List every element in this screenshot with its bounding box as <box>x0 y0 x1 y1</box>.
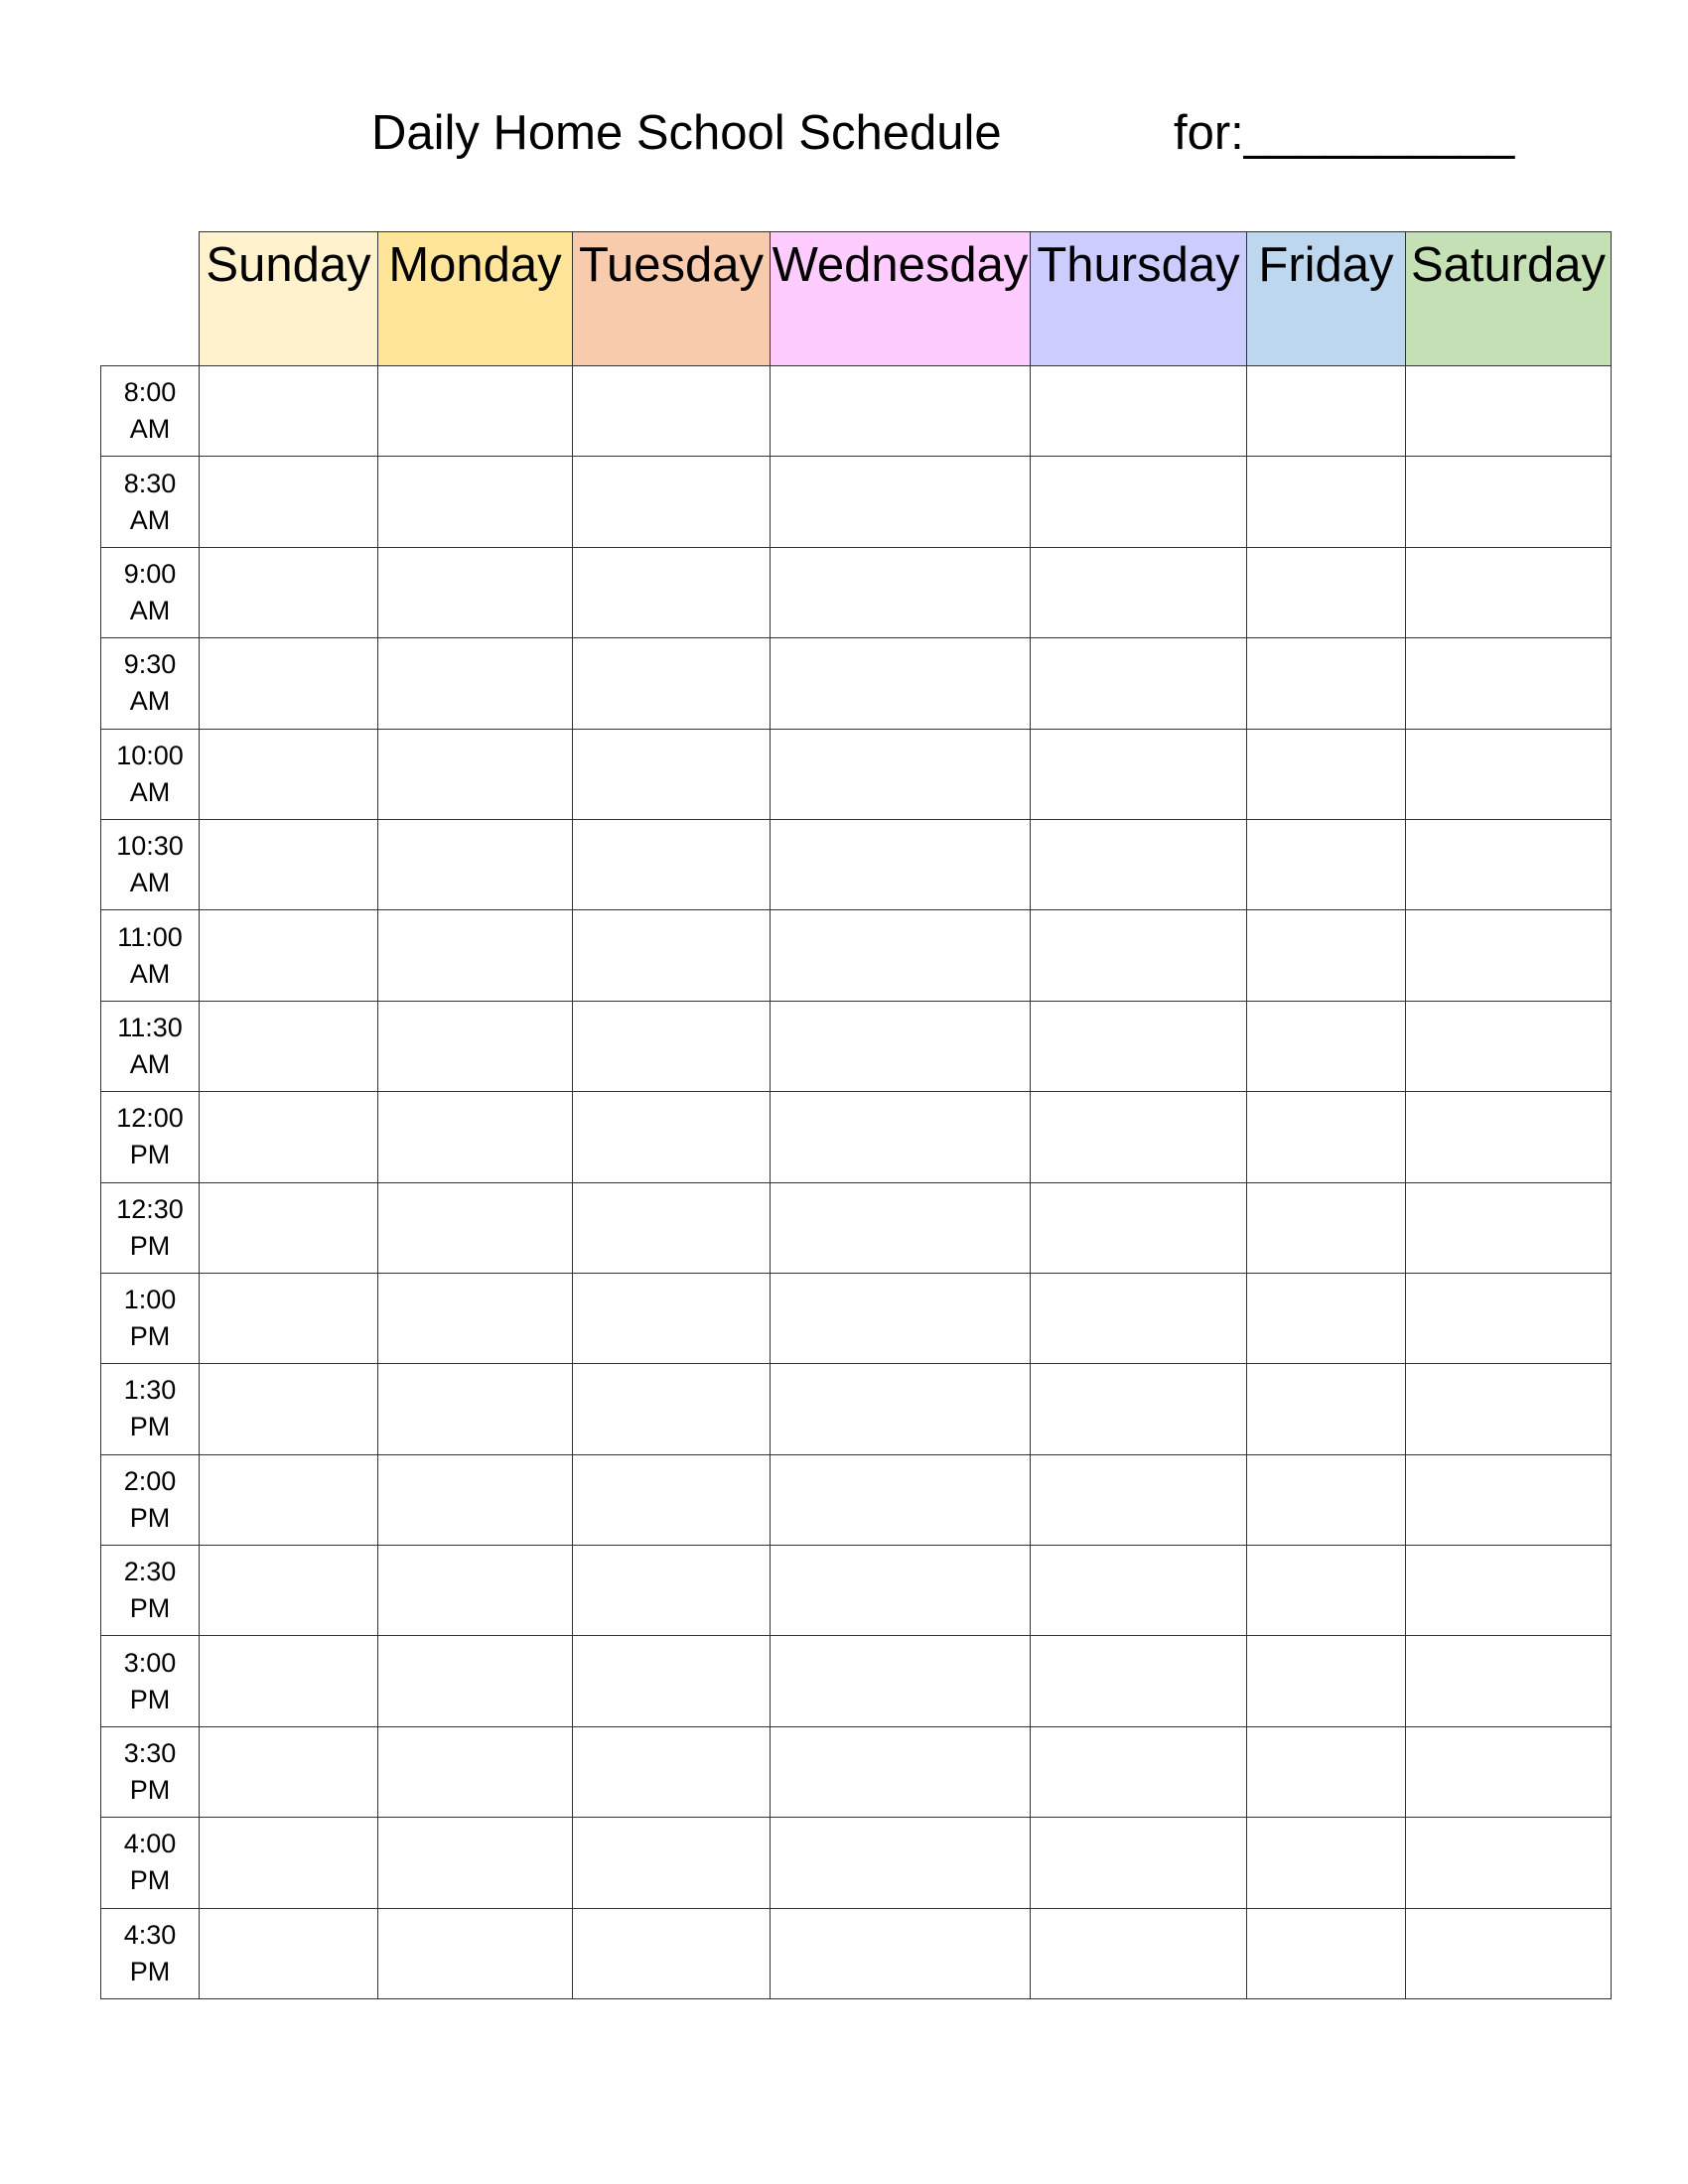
student-name-line: for:__________ <box>1174 106 1515 160</box>
day-header-wednesday: Wednesday <box>771 232 1031 366</box>
schedule-cell-tuesday[interactable] <box>573 1182 771 1273</box>
schedule-table <box>100 231 1612 1999</box>
time-label: 1:00 PM <box>101 1273 200 1363</box>
schedule-cell-friday[interactable] <box>1247 457 1406 547</box>
schedule-cell-thursday[interactable] <box>1031 729 1247 819</box>
time-label: 12:30 PM <box>101 1182 200 1273</box>
schedule-cell-friday[interactable] <box>1247 1364 1406 1454</box>
time-row <box>101 1001 1612 1091</box>
schedule-cell-saturday[interactable] <box>1406 1273 1612 1363</box>
schedule-cell-sunday[interactable] <box>200 910 378 1001</box>
schedule-cell-saturday[interactable] <box>1406 819 1612 909</box>
time-row <box>101 1364 1612 1454</box>
schedule-body <box>101 366 1612 1999</box>
schedule-cell-thursday[interactable] <box>1031 1364 1247 1454</box>
day-header-saturday: Saturday <box>1406 232 1612 366</box>
time-row <box>101 1726 1612 1817</box>
page-title: Daily Home School Schedule <box>371 106 1002 160</box>
time-label: 2:30 PM <box>101 1546 200 1636</box>
time-row <box>101 1454 1612 1545</box>
schedule-cell-tuesday[interactable] <box>573 457 771 547</box>
schedule-cell-thursday[interactable] <box>1031 457 1247 547</box>
schedule-cell-friday[interactable] <box>1247 1818 1406 1908</box>
schedule-cell-monday[interactable] <box>378 1364 573 1454</box>
time-row <box>101 366 1612 457</box>
schedule-cell-wednesday[interactable] <box>771 1818 1031 1908</box>
schedule-cell-tuesday[interactable] <box>573 1364 771 1454</box>
schedule-cell-sunday[interactable] <box>200 1546 378 1636</box>
schedule-cell-monday[interactable] <box>378 1636 573 1726</box>
schedule-cell-friday[interactable] <box>1247 910 1406 1001</box>
time-label: 12:00 PM <box>101 1092 200 1182</box>
schedule-cell-tuesday[interactable] <box>573 1273 771 1363</box>
schedule-cell-monday[interactable] <box>378 1182 573 1273</box>
schedule-cell-sunday[interactable] <box>200 547 378 637</box>
time-label: 4:30 PM <box>101 1908 200 1998</box>
schedule-cell-friday[interactable] <box>1247 638 1406 729</box>
schedule-cell-saturday[interactable] <box>1406 1454 1612 1545</box>
schedule-cell-monday[interactable] <box>378 366 573 457</box>
schedule-cell-sunday[interactable] <box>200 1273 378 1363</box>
schedule-cell-friday[interactable] <box>1247 729 1406 819</box>
schedule-cell-thursday[interactable] <box>1031 1908 1247 1998</box>
schedule-cell-sunday[interactable] <box>200 1364 378 1454</box>
time-label: 11:00 AM <box>101 910 200 1001</box>
schedule-cell-monday[interactable] <box>378 1273 573 1363</box>
schedule-cell-saturday[interactable] <box>1406 1546 1612 1636</box>
schedule-cell-wednesday[interactable] <box>771 1636 1031 1726</box>
schedule-cell-wednesday[interactable] <box>771 729 1031 819</box>
schedule-cell-saturday[interactable] <box>1406 547 1612 637</box>
schedule-cell-monday[interactable] <box>378 1908 573 1998</box>
schedule-cell-monday[interactable] <box>378 547 573 637</box>
schedule-cell-wednesday[interactable] <box>771 638 1031 729</box>
schedule-cell-tuesday[interactable] <box>573 729 771 819</box>
schedule-cell-monday[interactable] <box>378 1001 573 1091</box>
schedule-cell-sunday[interactable] <box>200 1908 378 1998</box>
schedule-cell-tuesday[interactable] <box>573 1092 771 1182</box>
schedule-cell-friday[interactable] <box>1247 1546 1406 1636</box>
schedule-cell-friday[interactable] <box>1247 1908 1406 1998</box>
time-row <box>101 819 1612 909</box>
schedule-cell-friday[interactable] <box>1247 1182 1406 1273</box>
schedule-cell-monday[interactable] <box>378 1454 573 1545</box>
time-row <box>101 1636 1612 1726</box>
schedule-cell-wednesday[interactable] <box>771 457 1031 547</box>
time-label: 4:00 PM <box>101 1818 200 1908</box>
schedule-cell-saturday[interactable] <box>1406 1908 1612 1998</box>
schedule-cell-wednesday[interactable] <box>771 1364 1031 1454</box>
schedule-cell-wednesday[interactable] <box>771 1908 1031 1998</box>
schedule-cell-thursday[interactable] <box>1031 1726 1247 1817</box>
schedule-cell-monday[interactable] <box>378 910 573 1001</box>
schedule-cell-tuesday[interactable] <box>573 547 771 637</box>
schedule-cell-friday[interactable] <box>1247 819 1406 909</box>
schedule-cell-wednesday[interactable] <box>771 1182 1031 1273</box>
day-header-thursday: Thursday <box>1031 232 1247 366</box>
schedule-cell-thursday[interactable] <box>1031 1273 1247 1363</box>
schedule-cell-sunday[interactable] <box>200 1636 378 1726</box>
schedule-cell-thursday[interactable] <box>1031 910 1247 1001</box>
day-header-tuesday: Tuesday <box>573 232 771 366</box>
day-header-row <box>101 232 1612 366</box>
schedule-cell-tuesday[interactable] <box>573 910 771 1001</box>
schedule-cell-saturday[interactable] <box>1406 1001 1612 1091</box>
schedule-cell-tuesday[interactable] <box>573 1636 771 1726</box>
schedule-cell-wednesday[interactable] <box>771 819 1031 909</box>
time-label: 9:00 AM <box>101 547 200 637</box>
schedule-cell-tuesday[interactable] <box>573 1726 771 1817</box>
time-label: 9:30 AM <box>101 638 200 729</box>
schedule-cell-sunday[interactable] <box>200 1726 378 1817</box>
time-label: 2:00 PM <box>101 1454 200 1545</box>
schedule-cell-thursday[interactable] <box>1031 1001 1247 1091</box>
schedule-cell-wednesday[interactable] <box>771 1001 1031 1091</box>
schedule-cell-sunday[interactable] <box>200 819 378 909</box>
corner-cell <box>101 232 200 366</box>
schedule-cell-thursday[interactable] <box>1031 547 1247 637</box>
schedule-cell-friday[interactable] <box>1247 1454 1406 1545</box>
schedule-cell-saturday[interactable] <box>1406 910 1612 1001</box>
time-row <box>101 1908 1612 1998</box>
schedule-cell-monday[interactable] <box>378 819 573 909</box>
schedule-cell-tuesday[interactable] <box>573 1546 771 1636</box>
time-row <box>101 1092 1612 1182</box>
schedule-cell-monday[interactable] <box>378 1546 573 1636</box>
schedule-cell-thursday[interactable] <box>1031 1636 1247 1726</box>
schedule-cell-tuesday[interactable] <box>573 1908 771 1998</box>
time-label: 3:00 PM <box>101 1636 200 1726</box>
schedule-cell-monday[interactable] <box>378 1818 573 1908</box>
schedule-cell-thursday[interactable] <box>1031 819 1247 909</box>
schedule-cell-thursday[interactable] <box>1031 1182 1247 1273</box>
time-row <box>101 729 1612 819</box>
time-label: 10:00 AM <box>101 729 200 819</box>
day-header-monday: Monday <box>378 232 573 366</box>
schedule-cell-saturday[interactable] <box>1406 366 1612 457</box>
schedule-cell-saturday[interactable] <box>1406 1726 1612 1817</box>
schedule-cell-saturday[interactable] <box>1406 1092 1612 1182</box>
schedule-cell-thursday[interactable] <box>1031 366 1247 457</box>
day-header-sunday: Sunday <box>200 232 378 366</box>
schedule-cell-tuesday[interactable] <box>573 1818 771 1908</box>
time-label: 11:30 AM <box>101 1001 200 1091</box>
schedule-cell-sunday[interactable] <box>200 729 378 819</box>
schedule-cell-saturday[interactable] <box>1406 638 1612 729</box>
schedule-cell-wednesday[interactable] <box>771 1546 1031 1636</box>
time-label: 10:30 AM <box>101 819 200 909</box>
time-row <box>101 1273 1612 1363</box>
schedule-cell-thursday[interactable] <box>1031 1818 1247 1908</box>
schedule-cell-thursday[interactable] <box>1031 638 1247 729</box>
time-row <box>101 1818 1612 1908</box>
schedule-cell-wednesday[interactable] <box>771 547 1031 637</box>
time-label: 3:30 PM <box>101 1726 200 1817</box>
schedule-cell-thursday[interactable] <box>1031 1454 1247 1545</box>
time-row <box>101 1546 1612 1636</box>
schedule-cell-saturday[interactable] <box>1406 1364 1612 1454</box>
day-header-friday: Friday <box>1247 232 1406 366</box>
schedule-cell-friday[interactable] <box>1247 366 1406 457</box>
schedule-cell-sunday[interactable] <box>200 366 378 457</box>
schedule-cell-tuesday[interactable] <box>573 1001 771 1091</box>
schedule-cell-sunday[interactable] <box>200 1182 378 1273</box>
schedule-cell-friday[interactable] <box>1247 1001 1406 1091</box>
schedule-cell-monday[interactable] <box>378 1726 573 1817</box>
schedule-cell-sunday[interactable] <box>200 638 378 729</box>
schedule-cell-wednesday[interactable] <box>771 1092 1031 1182</box>
schedule-cell-tuesday[interactable] <box>573 819 771 909</box>
time-row <box>101 638 1612 729</box>
schedule-cell-sunday[interactable] <box>200 457 378 547</box>
schedule-cell-monday[interactable] <box>378 1092 573 1182</box>
schedule-cell-wednesday[interactable] <box>771 1454 1031 1545</box>
time-label: 8:00 AM <box>101 366 200 457</box>
schedule-cell-saturday[interactable] <box>1406 1636 1612 1726</box>
schedule-cell-wednesday[interactable] <box>771 1726 1031 1817</box>
schedule-cell-wednesday[interactable] <box>771 910 1031 1001</box>
time-row <box>101 1182 1612 1273</box>
schedule-cell-thursday[interactable] <box>1031 1092 1247 1182</box>
schedule-cell-saturday[interactable] <box>1406 457 1612 547</box>
schedule-cell-tuesday[interactable] <box>573 1454 771 1545</box>
schedule-cell-thursday[interactable] <box>1031 1546 1247 1636</box>
schedule-cell-sunday[interactable] <box>200 1818 378 1908</box>
schedule-cell-friday[interactable] <box>1247 1273 1406 1363</box>
schedule-cell-saturday[interactable] <box>1406 1818 1612 1908</box>
schedule-cell-sunday[interactable] <box>200 1454 378 1545</box>
schedule-cell-wednesday[interactable] <box>771 366 1031 457</box>
time-row <box>101 547 1612 637</box>
schedule-cell-saturday[interactable] <box>1406 1182 1612 1273</box>
time-row <box>101 910 1612 1001</box>
schedule-cell-tuesday[interactable] <box>573 638 771 729</box>
schedule-cell-saturday[interactable] <box>1406 729 1612 819</box>
time-row <box>101 457 1612 547</box>
schedule-cell-wednesday[interactable] <box>771 1273 1031 1363</box>
schedule-cell-sunday[interactable] <box>200 1001 378 1091</box>
schedule-cell-tuesday[interactable] <box>573 366 771 457</box>
schedule-cell-friday[interactable] <box>1247 547 1406 637</box>
schedule-cell-sunday[interactable] <box>200 1092 378 1182</box>
schedule-cell-monday[interactable] <box>378 457 573 547</box>
schedule-cell-friday[interactable] <box>1247 1636 1406 1726</box>
schedule-cell-friday[interactable] <box>1247 1092 1406 1182</box>
schedule-cell-friday[interactable] <box>1247 1726 1406 1817</box>
schedule-cell-monday[interactable] <box>378 729 573 819</box>
time-label: 1:30 PM <box>101 1364 200 1454</box>
time-label: 8:30 AM <box>101 457 200 547</box>
schedule-cell-monday[interactable] <box>378 638 573 729</box>
